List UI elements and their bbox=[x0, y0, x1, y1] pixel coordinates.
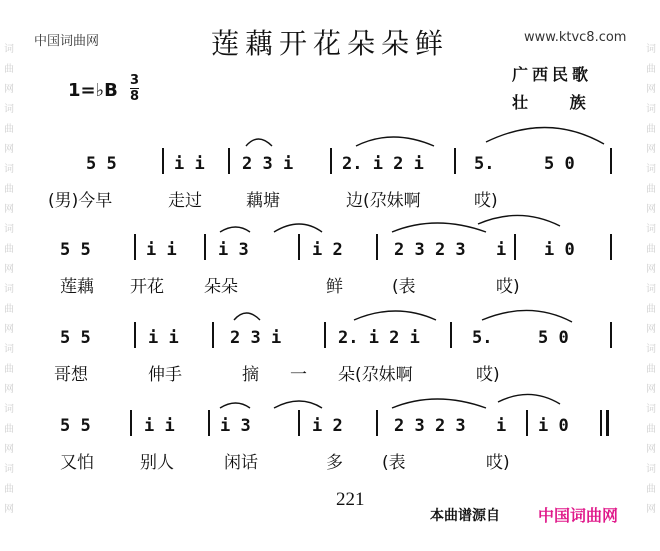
watermark-glyph: 曲 bbox=[4, 124, 14, 135]
lyric: 哎) bbox=[496, 277, 520, 297]
lyric: 朵朵 bbox=[204, 277, 238, 297]
note-group: 5 5 bbox=[86, 154, 117, 174]
song-ethnicity: 壮 族 bbox=[512, 93, 604, 112]
watermark-glyph: 网 bbox=[646, 324, 656, 335]
song-origin: 广西民歌 bbox=[512, 65, 593, 84]
watermark-glyph: 网 bbox=[4, 504, 14, 515]
watermark-glyph: 网 bbox=[646, 144, 656, 155]
lyric: (男)今早 bbox=[48, 191, 113, 211]
song-title: 莲藕开花朵朵鲜 bbox=[210, 27, 449, 60]
lyric: 哎) bbox=[486, 453, 510, 473]
watermark-glyph: 词 bbox=[646, 404, 656, 415]
watermark-glyph: 网 bbox=[4, 264, 14, 275]
watermark-glyph: 词 bbox=[4, 404, 14, 415]
watermark-glyph: 词 bbox=[4, 284, 14, 295]
watermark-glyph: 词 bbox=[4, 344, 14, 355]
note-group: 5 0 bbox=[544, 154, 575, 174]
note-group: i i bbox=[174, 154, 205, 174]
watermark-glyph: 曲 bbox=[4, 364, 14, 375]
site-watermark-left: 中国词曲网 bbox=[34, 34, 100, 49]
watermark-glyph: 曲 bbox=[646, 424, 656, 435]
watermark-glyph: 网 bbox=[646, 444, 656, 455]
watermark-glyph: 曲 bbox=[646, 184, 656, 195]
watermark-glyph: 曲 bbox=[646, 304, 656, 315]
watermark-glyph: 曲 bbox=[646, 364, 656, 375]
lyric: 哥想 bbox=[54, 365, 88, 385]
note-group: 5 5 bbox=[60, 416, 91, 436]
note-group: i 2 bbox=[312, 416, 343, 436]
watermark-glyph: 词 bbox=[646, 344, 656, 355]
watermark-glyph: 网 bbox=[646, 504, 656, 515]
watermark-glyph: 网 bbox=[4, 84, 14, 95]
lyric: 藕塘 bbox=[246, 191, 280, 211]
lyric: 莲藕 bbox=[60, 277, 94, 297]
key-signature: 1=♭B bbox=[68, 80, 118, 101]
note-group: 2 3 2 3 bbox=[394, 240, 466, 260]
watermark-glyph: 曲 bbox=[646, 244, 656, 255]
watermark-glyph: 曲 bbox=[646, 484, 656, 495]
lyric: (表 bbox=[382, 453, 406, 473]
lyric: 一 bbox=[290, 365, 307, 385]
watermark-glyph: 网 bbox=[646, 264, 656, 275]
credit-site: 中国词曲网 bbox=[538, 506, 619, 525]
note-group: 5 0 bbox=[538, 328, 569, 348]
watermark-glyph: 曲 bbox=[4, 184, 14, 195]
meter-denominator: 8 bbox=[130, 89, 140, 104]
note-group: i 3 bbox=[220, 416, 251, 436]
watermark-glyph: 词 bbox=[646, 224, 656, 235]
watermark-glyph: 词 bbox=[4, 164, 14, 175]
note-group: 2 3 i bbox=[230, 328, 282, 348]
lyric: 多 bbox=[326, 453, 343, 473]
lyric: 朵(尕妹啊 bbox=[338, 365, 413, 385]
watermark-glyph: 曲 bbox=[4, 244, 14, 255]
watermark-glyph: 网 bbox=[646, 384, 656, 395]
meter-numerator: 3 bbox=[130, 73, 140, 88]
lyric: (表 bbox=[392, 277, 416, 297]
page-number: 221 bbox=[336, 489, 365, 510]
lyric: 边(尕妹啊 bbox=[346, 191, 421, 211]
watermark-glyph: 曲 bbox=[4, 64, 14, 75]
lyric: 走过 bbox=[168, 191, 202, 211]
note-group: 2. i 2 i bbox=[338, 328, 420, 348]
watermark-glyph: 网 bbox=[4, 444, 14, 455]
watermark-glyph: 网 bbox=[4, 324, 14, 335]
note-group: 5. bbox=[472, 328, 493, 348]
lyric: 哎) bbox=[474, 191, 498, 211]
watermark-glyph: 曲 bbox=[4, 424, 14, 435]
watermark-glyph: 网 bbox=[4, 204, 14, 215]
note-group: i bbox=[496, 416, 507, 436]
note-group: i bbox=[496, 240, 507, 260]
watermark-glyph: 网 bbox=[4, 144, 14, 155]
note-group: 5 5 bbox=[60, 240, 91, 260]
watermark-glyph: 词 bbox=[4, 224, 14, 235]
watermark-glyph: 曲 bbox=[4, 304, 14, 315]
note-group: i i bbox=[146, 240, 177, 260]
watermark-glyph: 词 bbox=[646, 44, 656, 55]
lyric: 鲜 bbox=[326, 277, 343, 297]
watermark-glyph: 网 bbox=[646, 204, 656, 215]
note-group: i 0 bbox=[538, 416, 569, 436]
lyric: 闲话 bbox=[224, 453, 258, 473]
watermark-glyph: 词 bbox=[4, 44, 14, 55]
note-group: 5 5 bbox=[60, 328, 91, 348]
watermark-glyph: 词 bbox=[4, 104, 14, 115]
credit-text: 本曲谱源自 bbox=[430, 508, 500, 524]
note-group: i i bbox=[148, 328, 179, 348]
watermark-glyph: 曲 bbox=[646, 64, 656, 75]
note-group: i i bbox=[144, 416, 175, 436]
lyric: 伸手 bbox=[148, 365, 182, 385]
note-group: i 0 bbox=[544, 240, 575, 260]
note-group: 2 3 i bbox=[242, 154, 294, 174]
note-group: i 3 bbox=[218, 240, 249, 260]
watermark-glyph: 词 bbox=[646, 464, 656, 475]
lyric: 开花 bbox=[130, 277, 164, 297]
watermark-glyph: 曲 bbox=[646, 124, 656, 135]
watermark-glyph: 网 bbox=[4, 384, 14, 395]
note-group: 2. i 2 i bbox=[342, 154, 424, 174]
note-group: 2 3 2 3 bbox=[394, 416, 466, 436]
watermark-glyph: 词 bbox=[646, 104, 656, 115]
lyric: 哎) bbox=[476, 365, 500, 385]
note-group: i 2 bbox=[312, 240, 343, 260]
watermark-glyph: 词 bbox=[4, 464, 14, 475]
watermark-glyph: 词 bbox=[646, 284, 656, 295]
lyric: 摘 bbox=[242, 365, 259, 385]
site-watermark-right: www.ktvc8.com bbox=[524, 30, 627, 45]
note-group: 5. bbox=[474, 154, 495, 174]
lyric: 又怕 bbox=[60, 453, 94, 473]
lyric: 别人 bbox=[140, 453, 174, 473]
watermark-glyph: 曲 bbox=[4, 484, 14, 495]
watermark-glyph: 词 bbox=[646, 164, 656, 175]
watermark-glyph: 网 bbox=[646, 84, 656, 95]
